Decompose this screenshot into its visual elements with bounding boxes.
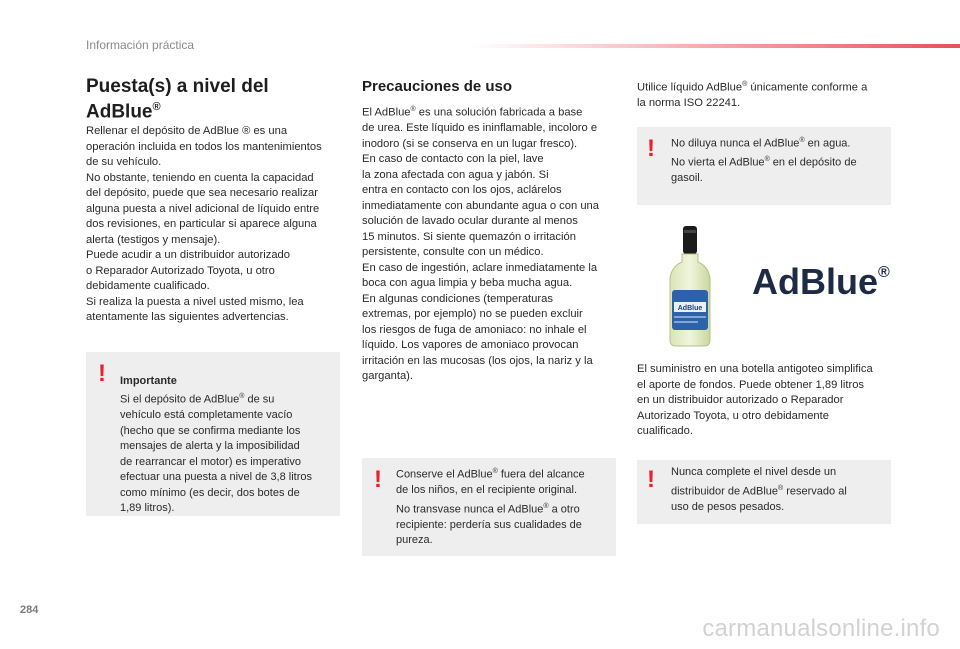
important-note-text: Importante Si el depósito de AdBlue® de su vehículo está completamente vacío (hecho que se confirma mediante los mensajes de alerta y la imposibilidad de rearrancar el motor) es imperativo efectuar una puesta a nivel de 3,8 litros como mínimo (es decir, dos botes de 1,89 litros). — [120, 374, 313, 515]
header-accent-line — [470, 44, 960, 48]
dilution-note-text: No diluya nunca el AdBlue® en agua. No vierta el AdBlue® en el depósito de gasoil. — [671, 137, 857, 185]
precautions-paragraph: El AdBlue® es una solución fabricada a base de urea. Este líquido es ininflamable, incoloro e inodoro (si se conserva en un lugar fresco). En caso de contacto con la piel, lave la zona afectada con agua y jabón. Si entra en contacto con los ojos, aclárelos inmediatamente con abundante agua o con una solución de lavado ocular durante al menos 15 minutos. Si siente quemazón o irritación persistente, consulte con un médico. En caso de ingestión, aclare inmediatamente la boca con agua limpia y beba mucha agua. En algunas condiciones (temperaturas extremas, por ejemplo) no se pueden excluir los riesgos de fuga de amoniaco: no inhale el líquido. Los vapores de amoniaco provocan irritación en las mucosas (los ojos, la nariz y la garganta). — [362, 106, 599, 383]
section-title: Información práctica — [86, 38, 195, 52]
bottle-label-text: AdBlue — [677, 305, 703, 312]
heavy-vehicle-note-text: Nunca complete el nivel desde un distribuidor de AdBlue® reservado al uso de pesos pesados. — [671, 466, 847, 513]
warning-icon: ! — [98, 360, 106, 387]
adblue-bottle-image — [662, 222, 718, 350]
page-title: Puesta(s) a nivel del AdBlue® — [86, 76, 269, 123]
storage-note-text: Conserve el AdBlue® fuera del alcance de los niños, en el recipiente original. No transvase nunca el AdBlue® a otro recipiente: perdería sus cualidades de pureza. — [396, 468, 585, 547]
precautions-title: Precauciones de uso — [362, 78, 513, 95]
bottle-supply-paragraph: El suministro en una botella antigoteo simplifica el aporte de fondos. Puede obtener 1,89 litros en un distribuidor autorizado o Reparador Autorizado Toyota, u otro debidamente cualificado. — [637, 363, 873, 437]
warning-icon: ! — [374, 466, 382, 493]
warning-icon: ! — [647, 466, 655, 493]
page-number: 284 — [20, 604, 39, 616]
dilution-note-box — [637, 127, 891, 205]
watermark: carmanualsonline.info — [702, 615, 940, 642]
adblue-logo: AdBlue® — [752, 261, 890, 302]
refill-intro-paragraph: Rellenar el depósito de AdBlue ® es una operación incluida en todos los mantenimientos de su vehículo. No obstante, teniendo en cuenta la capacidad del depósito, puede que sea necesario realizar alguna puesta a nivel adicional de líquido entre dos revisiones, en particular si aparece alguna alerta (testigos y mensaje). Puede acudir a un distribuidor autorizado o Reparador Autorizado Toyota, u otro debidamente cualificado. Si realiza la puesta a nivel usted mismo, lea atentamente las siguientes advertencias. — [86, 125, 322, 323]
storage-note-box — [362, 458, 616, 556]
important-note-box — [86, 352, 340, 516]
warning-icon: ! — [647, 135, 655, 162]
heavy-vehicle-note-box — [637, 460, 891, 524]
iso-norm-paragraph: Utilice líquido AdBlue® únicamente conforme a la norma ISO 22241. — [637, 81, 868, 110]
